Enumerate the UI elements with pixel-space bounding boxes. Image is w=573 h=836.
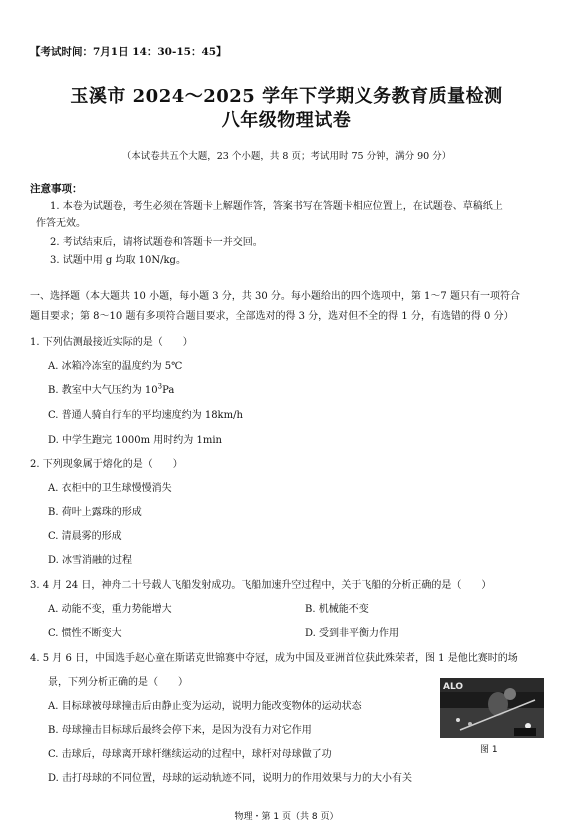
snooker-photo: [440, 678, 544, 738]
question-3-option-c: C. 惯性不断变大: [48, 628, 122, 639]
question-1-option-b: [48, 384, 174, 398]
question-4-option-c: C. 击球后，母球离开球杆继续运动的过程中，球杆对母球做了功: [48, 749, 332, 760]
page-title: 玉溪市 2024～2025 学年下学期义务教育质量检测: [70, 86, 503, 107]
exam-intro: （本试卷共五个大题，23 个小题，共 8 页；考试用时 75 分钟，满分 90 分）: [121, 151, 452, 162]
question-1-option-d: D. 中学生跑完 1000m 用时约为 1min: [48, 435, 222, 446]
question-3-stem: 3. 4 月 24 日，神舟二十号载人飞船发射成功。飞船加速升空过程中，关于飞船的分析正确的是（ ）: [30, 580, 492, 591]
page-footer: 物理・第 1 页（共 8 页）: [234, 812, 339, 822]
question-2-stem: 2. 下列现象属于熔化的是（ ）: [30, 459, 183, 470]
notice-item-3: 3. 试题中用 g 均取 10N/kg。: [50, 255, 186, 266]
figure-logo-text: ALO: [443, 682, 464, 692]
notice-heading: 注意事项：: [30, 183, 83, 195]
question-4-stem-continued: 景，下列分析正确的是（ ）: [48, 677, 188, 688]
section-heading-continued: 题目要求；第 8～10 题有多项符合题目要求，全部选对的得 3 分，选对但不全的得 1 分，有选错的得 0 分）: [30, 311, 514, 322]
question-3-option-d: D. 受到非平衡力作用: [305, 628, 400, 639]
question-1-option-a: A. 冰箱冷冻室的温度约为 5℃: [48, 361, 183, 372]
question-4-option-d: D. 击打母球的不同位置，母球的运动轨迹不同，说明力的作用效果与力的大小有关: [48, 773, 413, 784]
section-heading: 一、选择题（本大题共 10 小题，每小题 3 分，共 30 分。每小题给出的四个选项中，第 1～7 题只有一项符合: [30, 291, 520, 302]
question-3-option-a: A. 动能不变，重力势能增大: [48, 604, 172, 615]
notice-item-2: 2. 考试结束后，请将试题卷和答题卡一并交回。: [50, 237, 263, 248]
snooker-scene-image: [440, 678, 544, 738]
notice-item-1-continued: 作答无效。: [36, 218, 86, 229]
option-b-text: B. 教室中大气压约为 10: [48, 385, 158, 396]
option-b-unit: Pa: [162, 385, 175, 396]
question-3-option-b: B. 机械能不变: [305, 604, 369, 615]
question-4-option-a: A. 目标球被母球撞击后由静止变为运动，说明力能改变物体的运动状态: [48, 701, 362, 712]
question-2-option-b: B. 荷叶上露珠的形成: [48, 507, 142, 518]
question-1-option-c: C. 普通人骑自行车的平均速度约为 18km/h: [48, 410, 243, 421]
option-b-exponent: 3: [157, 382, 163, 391]
figure-caption: 图 1: [480, 745, 498, 755]
exam-time: 【考试时间：7月1日 14：30-15：45】: [30, 46, 227, 58]
question-4-stem: 4. 5 月 6 日，中国选手赵心童在斯诺克世锦赛中夺冠，成为中国及亚洲首位获此殊荣者，图 1 是他比赛时的场: [30, 653, 518, 664]
notice-item-1: 1. 本卷为试题卷，考生必须在答题卡上解题作答，答案书写在答题卡相应位置上，在试题卷、草稿纸上: [50, 201, 503, 212]
question-1-stem: 1. 下列估测最接近实际的是（ ）: [30, 337, 193, 348]
page-subtitle: 八年级物理试卷: [221, 110, 352, 131]
question-2-option-a: A. 衣柜中的卫生球慢慢消失: [48, 483, 172, 494]
question-2-option-d: D. 冰雪消融的过程: [48, 555, 133, 566]
question-2-option-c: C. 清晨雾的形成: [48, 531, 122, 542]
question-4-option-b: B. 母球撞击目标球后最终会停下来，是因为没有力对它作用: [48, 725, 312, 736]
